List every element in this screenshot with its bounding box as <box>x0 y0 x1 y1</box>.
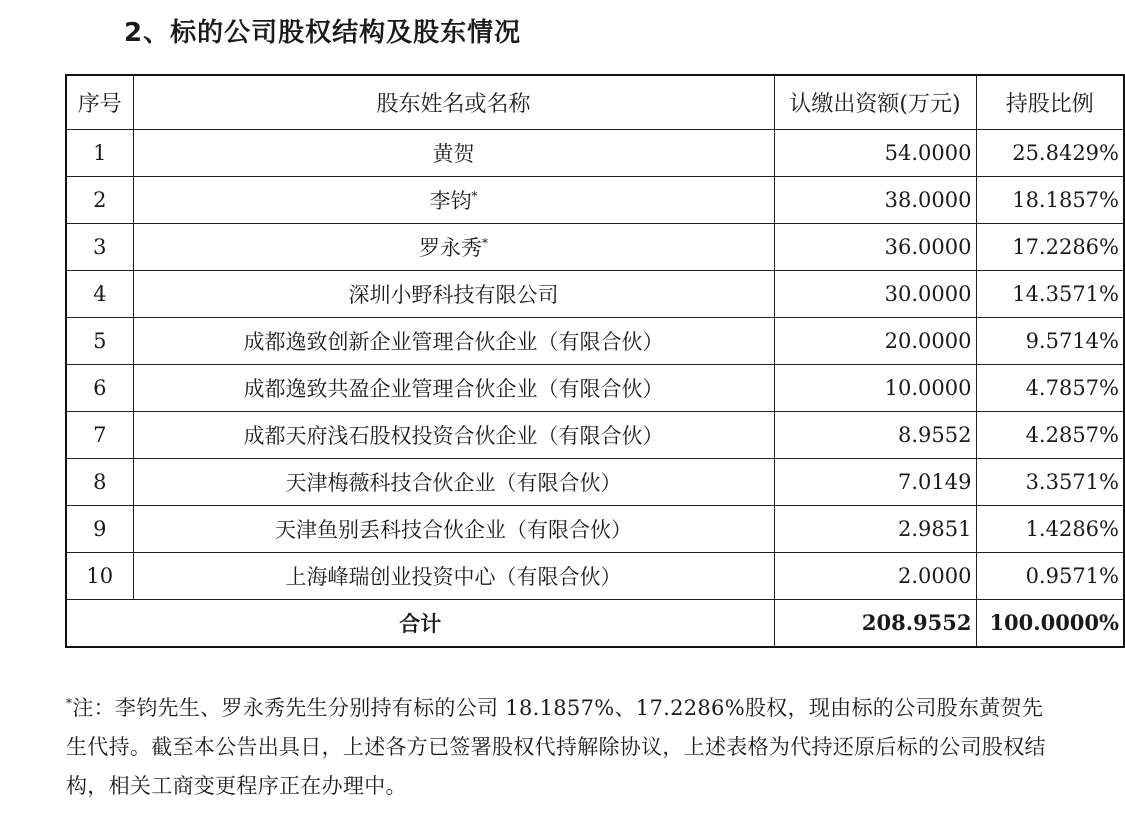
row-amount <box>774 458 976 505</box>
total-ratio: 100.0000% <box>976 599 1124 647</box>
row-ratio-text: 17.2286% <box>1012 234 1119 259</box>
row-ratio <box>976 552 1124 599</box>
row-index <box>66 505 133 552</box>
row-ratio-text: 25.8429% <box>1012 140 1119 165</box>
row-name <box>133 317 774 364</box>
footnote-text: 注：李钧先生、罗永秀先生分别持有标的公司 18.1857%、17.2286%股权，现由标的公司股东黄贺先生代持。截至本公告出具日，上述各方已签署股权代持解除协议，上述表格为代持还原后标的公司股权结构，相关工商变更程序正在办理中。 <box>66 696 1046 798</box>
table-row <box>66 364 1124 411</box>
row-name <box>133 223 774 270</box>
row-name <box>133 129 774 176</box>
row-name <box>133 552 774 599</box>
header-amount: 认缴出资额(万元) <box>774 75 976 129</box>
row-amount-text: 2.0000 <box>898 563 972 588</box>
row-name <box>133 458 774 505</box>
row-index <box>66 317 133 364</box>
table-header-row <box>66 75 1124 129</box>
row-ratio <box>976 505 1124 552</box>
row-index <box>66 411 133 458</box>
row-ratio-text: 4.7857% <box>1025 375 1119 400</box>
shareholder-table <box>65 74 1125 648</box>
row-ratio <box>976 223 1124 270</box>
row-name-text: 天津梅薇科技合伙企业（有限合伙） <box>285 470 622 495</box>
row-footnote-mark: * <box>471 188 478 203</box>
row-ratio <box>976 270 1124 317</box>
row-ratio-text: 18.1857% <box>1012 187 1119 212</box>
row-amount-text: 38.0000 <box>884 187 972 212</box>
row-amount <box>774 411 976 458</box>
section-title: 2、标的公司股权结构及股东情况 <box>124 18 522 48</box>
row-name-text: 成都逸致创新企业管理合伙企业（有限合伙） <box>243 329 664 354</box>
table-row <box>66 223 1124 270</box>
row-amount-text: 30.0000 <box>884 281 972 306</box>
row-amount <box>774 552 976 599</box>
total-amount: 208.9552 <box>774 599 976 647</box>
row-index-text: 4 <box>93 281 107 306</box>
row-amount <box>774 364 976 411</box>
row-name-text: 天津鱼别丢科技合伙企业（有限合伙） <box>275 517 632 542</box>
row-name-text: 罗永秀 <box>419 235 482 260</box>
total-label: 合计 <box>66 599 774 647</box>
row-ratio-text: 9.5714% <box>1025 328 1119 353</box>
row-ratio-text: 14.3571% <box>1012 281 1119 306</box>
row-index-text: 3 <box>93 234 107 259</box>
table-body <box>66 129 1124 599</box>
row-amount-text: 7.0149 <box>898 469 972 494</box>
table-row <box>66 552 1124 599</box>
table-row <box>66 411 1124 458</box>
row-index-text: 9 <box>93 516 107 541</box>
row-index <box>66 552 133 599</box>
row-ratio-text: 4.2857% <box>1025 422 1119 447</box>
header-index: 序号 <box>66 75 133 129</box>
row-amount-text: 36.0000 <box>884 234 972 259</box>
row-name-text: 上海峰瑞创业投资中心（有限合伙） <box>285 564 622 589</box>
row-ratio-text: 0.9571% <box>1025 563 1119 588</box>
table-row <box>66 129 1124 176</box>
row-footnote-mark: * <box>482 235 488 250</box>
row-ratio <box>976 129 1124 176</box>
row-amount-text: 10.0000 <box>884 375 972 400</box>
row-name <box>133 364 774 411</box>
row-index <box>66 458 133 505</box>
row-index-text: 2 <box>93 187 107 212</box>
header-ratio: 持股比例 <box>976 75 1124 129</box>
table-row <box>66 270 1124 317</box>
row-name-text: 黄贺 <box>432 141 475 166</box>
row-amount-text: 8.9552 <box>898 422 972 447</box>
row-index <box>66 176 133 223</box>
row-ratio-text: 3.3571% <box>1025 469 1119 494</box>
row-amount <box>774 270 976 317</box>
row-name-text: 深圳小野科技有限公司 <box>348 282 559 307</box>
row-name-text: 成都逸致共盈企业管理合伙企业（有限合伙） <box>243 376 664 401</box>
footnote <box>66 684 1056 806</box>
row-index <box>66 364 133 411</box>
row-ratio <box>976 411 1124 458</box>
row-name-text: 李钧 <box>429 188 472 213</box>
row-amount <box>774 505 976 552</box>
row-name <box>133 505 774 552</box>
row-index-text: 5 <box>93 328 107 353</box>
row-amount <box>774 223 976 270</box>
table-row <box>66 505 1124 552</box>
row-amount-text: 20.0000 <box>884 328 972 353</box>
row-ratio <box>976 458 1124 505</box>
row-name <box>133 176 774 223</box>
header-name: 股东姓名或名称 <box>133 75 774 129</box>
row-ratio-text: 1.4286% <box>1025 516 1119 541</box>
row-index-text: 1 <box>93 140 107 165</box>
row-amount-text: 2.9851 <box>898 516 972 541</box>
row-index <box>66 223 133 270</box>
row-index <box>66 270 133 317</box>
row-index-text: 6 <box>93 375 107 400</box>
row-amount-text: 54.0000 <box>884 140 972 165</box>
row-index <box>66 129 133 176</box>
row-ratio <box>976 364 1124 411</box>
row-index-text: 10 <box>86 563 114 588</box>
row-amount <box>774 129 976 176</box>
row-amount <box>774 317 976 364</box>
row-name <box>133 411 774 458</box>
table-row <box>66 176 1124 223</box>
table-row <box>66 458 1124 505</box>
row-index-text: 7 <box>93 422 107 447</box>
row-ratio <box>976 317 1124 364</box>
row-ratio <box>976 176 1124 223</box>
row-index-text: 8 <box>93 469 107 494</box>
table-row <box>66 317 1124 364</box>
row-amount <box>774 176 976 223</box>
row-name <box>133 270 774 317</box>
total-row <box>66 599 1124 647</box>
row-name-text: 成都天府浅石股权投资合伙企业（有限合伙） <box>243 423 664 448</box>
footnote-mark: * <box>66 696 73 710</box>
